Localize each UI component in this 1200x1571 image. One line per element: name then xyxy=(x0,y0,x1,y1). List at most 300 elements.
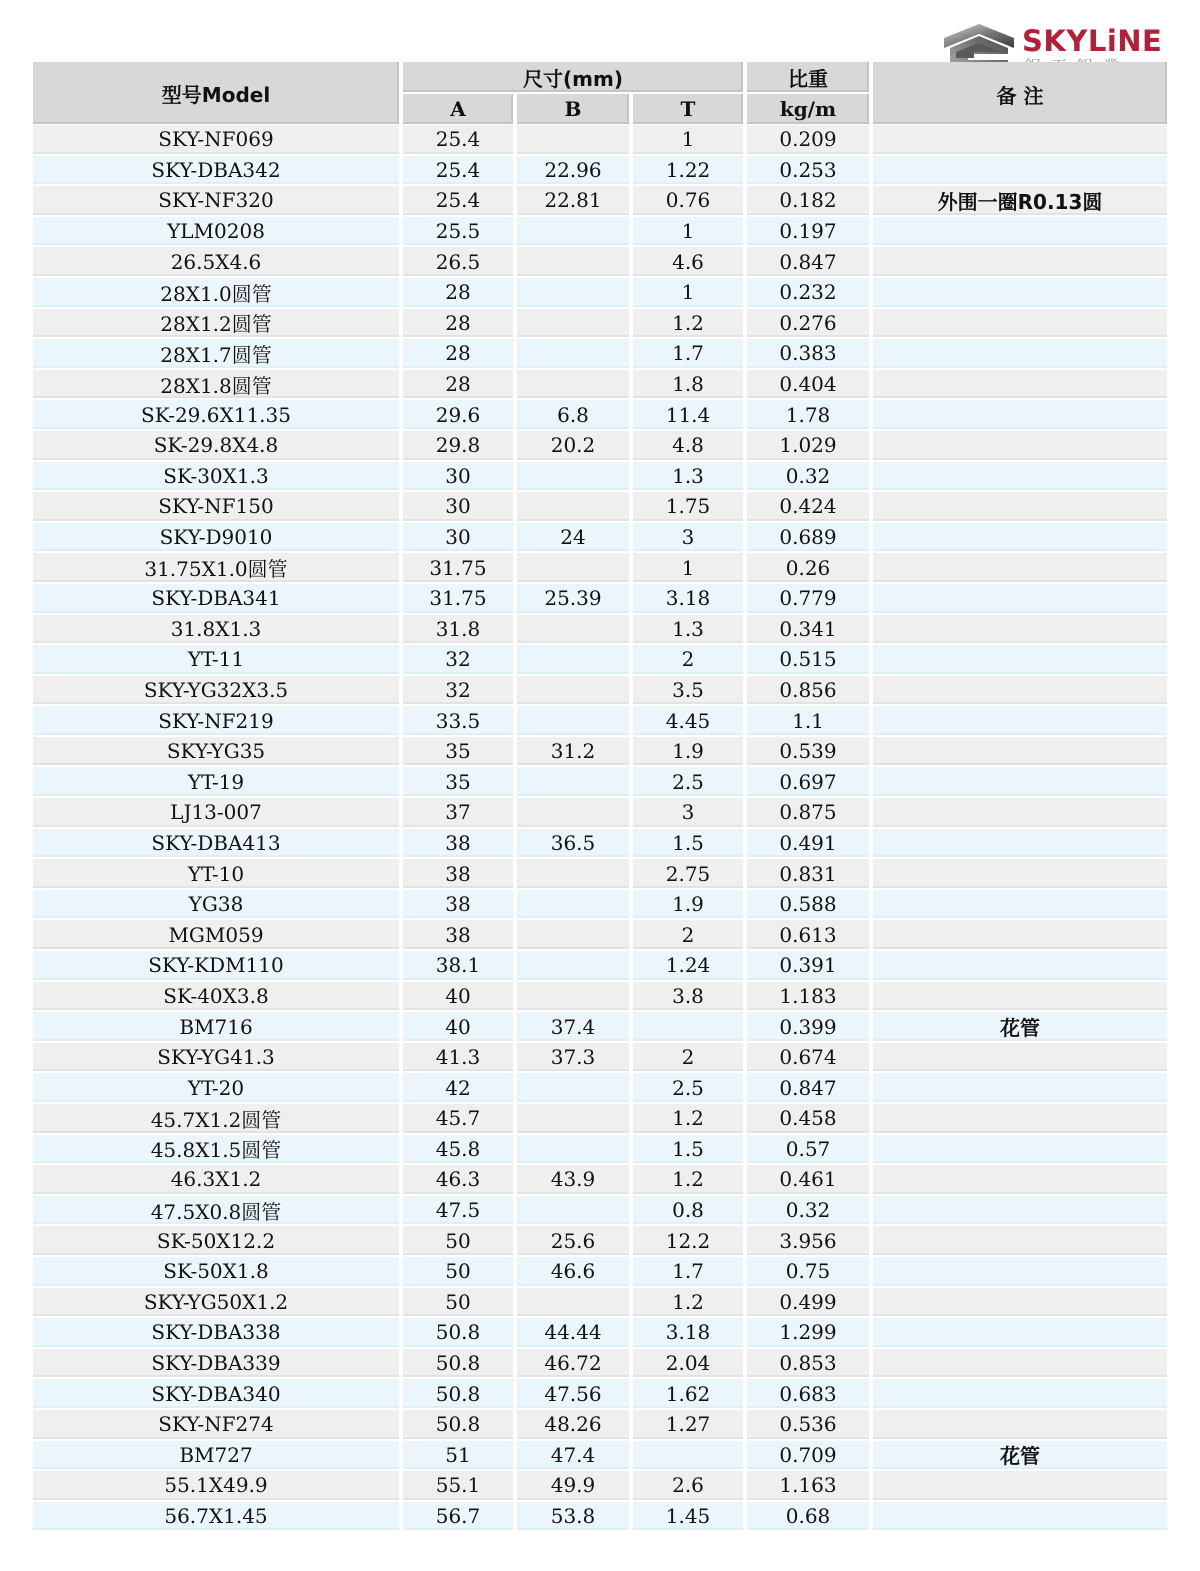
cell-t: 3.18 xyxy=(633,584,743,613)
cell-note: 花管 xyxy=(873,1441,1167,1470)
table-row xyxy=(33,338,1167,369)
cell-t: 2.5 xyxy=(633,767,743,796)
cell-a: 29.6 xyxy=(403,400,513,429)
cell-weight: 1.183 xyxy=(747,982,869,1011)
table-row xyxy=(33,1287,1167,1318)
table-row xyxy=(33,491,1167,522)
cell-weight: 0.253 xyxy=(747,156,869,185)
cell-model: 45.8X1.5圆管 xyxy=(33,1135,399,1164)
cell-weight: 0.856 xyxy=(747,676,869,705)
header-model-label: 型号Model xyxy=(161,82,271,107)
cell-note xyxy=(873,1288,1167,1317)
cell-t: 4.45 xyxy=(633,706,743,735)
cell-t: 1.9 xyxy=(633,890,743,919)
cell-b: 25.39 xyxy=(517,584,629,613)
cell-t: 1.2 xyxy=(633,1288,743,1317)
cell-a: 38.1 xyxy=(403,951,513,980)
header-dimensions xyxy=(403,62,743,92)
table-row xyxy=(33,522,1167,553)
table-row xyxy=(33,216,1167,247)
cell-t: 1.45 xyxy=(633,1502,743,1531)
cell-weight: 0.383 xyxy=(747,339,869,368)
cell-note xyxy=(873,492,1167,521)
header-a xyxy=(403,94,513,124)
cell-b xyxy=(517,1135,629,1164)
cell-model: 26.5X4.6 xyxy=(33,247,399,276)
cell-weight: 0.32 xyxy=(747,462,869,491)
cell-model: SKY-NF320 xyxy=(33,186,399,215)
cell-weight: 0.697 xyxy=(747,767,869,796)
cell-weight: 0.68 xyxy=(747,1502,869,1531)
cell-model: SKY-YG32X3.5 xyxy=(33,676,399,705)
cell-note xyxy=(873,1165,1167,1194)
cell-weight: 0.847 xyxy=(747,1073,869,1102)
cell-b xyxy=(517,1073,629,1102)
cell-model: SK-29.8X4.8 xyxy=(33,431,399,460)
cell-b xyxy=(517,370,629,399)
cell-t: 1 xyxy=(633,125,743,154)
cell-a: 50.8 xyxy=(403,1379,513,1408)
table-header xyxy=(33,62,1167,124)
table-row xyxy=(33,950,1167,981)
cell-note xyxy=(873,309,1167,338)
table-row xyxy=(33,1195,1167,1226)
cell-a: 38 xyxy=(403,829,513,858)
cell-model: SK-30X1.3 xyxy=(33,462,399,491)
table-row xyxy=(33,736,1167,767)
cell-a: 31.75 xyxy=(403,584,513,613)
table-row xyxy=(33,858,1167,889)
cell-t: 1.3 xyxy=(633,615,743,644)
cell-note xyxy=(873,1073,1167,1102)
table-row xyxy=(33,552,1167,583)
cell-model: SK-40X3.8 xyxy=(33,982,399,1011)
cell-model: SKY-DBA341 xyxy=(33,584,399,613)
table-row xyxy=(33,981,1167,1012)
cell-note xyxy=(873,798,1167,827)
cell-t: 4.8 xyxy=(633,431,743,460)
cell-weight: 0.689 xyxy=(747,523,869,552)
cell-t: 1.7 xyxy=(633,1257,743,1286)
cell-b xyxy=(517,615,629,644)
cell-t: 1.2 xyxy=(633,1104,743,1133)
table-row xyxy=(33,1440,1167,1471)
cell-model: YT-19 xyxy=(33,767,399,796)
cell-t: 0.76 xyxy=(633,186,743,215)
cell-t: 1.8 xyxy=(633,370,743,399)
cell-t: 1.27 xyxy=(633,1410,743,1439)
cell-b: 22.96 xyxy=(517,156,629,185)
cell-note xyxy=(873,1410,1167,1439)
cell-model: SKY-YG41.3 xyxy=(33,1043,399,1072)
cell-model: YT-20 xyxy=(33,1073,399,1102)
table-row xyxy=(33,1348,1167,1379)
cell-t: 3.8 xyxy=(633,982,743,1011)
cell-t xyxy=(633,1441,743,1470)
cell-a: 28 xyxy=(403,370,513,399)
cell-model: 55.1X49.9 xyxy=(33,1471,399,1500)
cell-note xyxy=(873,1349,1167,1378)
cell-a: 50.8 xyxy=(403,1318,513,1347)
cell-model: 28X1.7圆管 xyxy=(33,339,399,368)
cell-b xyxy=(517,1196,629,1225)
cell-note: 花管 xyxy=(873,1012,1167,1041)
cell-model: SKY-DBA338 xyxy=(33,1318,399,1347)
cell-note xyxy=(873,584,1167,613)
cell-note xyxy=(873,645,1167,674)
cell-note xyxy=(873,829,1167,858)
cell-weight: 0.491 xyxy=(747,829,869,858)
cell-b xyxy=(517,462,629,491)
cell-a: 30 xyxy=(403,492,513,521)
cell-a: 42 xyxy=(403,1073,513,1102)
cell-note: 外围一圈R0.13圆 xyxy=(873,186,1167,215)
cell-b: 37.4 xyxy=(517,1012,629,1041)
cell-weight: 0.399 xyxy=(747,1012,869,1041)
cell-model: 31.8X1.3 xyxy=(33,615,399,644)
cell-a: 45.7 xyxy=(403,1104,513,1133)
cell-model: SK-50X1.8 xyxy=(33,1257,399,1286)
cell-model: SKY-KDM110 xyxy=(33,951,399,980)
cell-note xyxy=(873,400,1167,429)
cell-model: SKY-NF069 xyxy=(33,125,399,154)
cell-b xyxy=(517,1104,629,1133)
cell-weight: 0.75 xyxy=(747,1257,869,1286)
table-row xyxy=(33,430,1167,461)
cell-a: 28 xyxy=(403,309,513,338)
cell-note xyxy=(873,676,1167,705)
cell-t: 3.18 xyxy=(633,1318,743,1347)
cell-b xyxy=(517,676,629,705)
table-row xyxy=(33,185,1167,216)
cell-t: 4.6 xyxy=(633,247,743,276)
cell-weight: 0.674 xyxy=(747,1043,869,1072)
cell-weight: 0.847 xyxy=(747,247,869,276)
table-row xyxy=(33,308,1167,339)
cell-model: MGM059 xyxy=(33,920,399,949)
cell-b: 43.9 xyxy=(517,1165,629,1194)
cell-weight: 0.209 xyxy=(747,125,869,154)
cell-model: YG38 xyxy=(33,890,399,919)
cell-weight: 0.276 xyxy=(747,309,869,338)
cell-b: 46.6 xyxy=(517,1257,629,1286)
cell-a: 55.1 xyxy=(403,1471,513,1500)
cell-t xyxy=(633,1012,743,1041)
table-row xyxy=(33,1317,1167,1348)
cell-note xyxy=(873,278,1167,307)
cell-note xyxy=(873,1104,1167,1133)
cell-note xyxy=(873,706,1167,735)
cell-t: 1.62 xyxy=(633,1379,743,1408)
cell-weight: 0.404 xyxy=(747,370,869,399)
cell-t: 1.2 xyxy=(633,1165,743,1194)
cell-b xyxy=(517,553,629,582)
cell-t: 2.6 xyxy=(633,1471,743,1500)
cell-a: 38 xyxy=(403,920,513,949)
cell-b xyxy=(517,492,629,521)
cell-a: 40 xyxy=(403,982,513,1011)
header-t xyxy=(633,94,743,124)
cell-b xyxy=(517,125,629,154)
cell-t: 2 xyxy=(633,920,743,949)
header-weight-unit-label: kg/m xyxy=(779,97,837,121)
cell-model: SKY-NF150 xyxy=(33,492,399,521)
cell-a: 28 xyxy=(403,278,513,307)
header-note-label: 备 注 xyxy=(996,83,1044,108)
cell-model: BM716 xyxy=(33,1012,399,1041)
cell-note xyxy=(873,462,1167,491)
cell-t: 1.3 xyxy=(633,462,743,491)
cell-a: 25.4 xyxy=(403,125,513,154)
cell-model: 28X1.0圆管 xyxy=(33,278,399,307)
cell-a: 40 xyxy=(403,1012,513,1041)
cell-a: 50 xyxy=(403,1288,513,1317)
cell-weight: 0.683 xyxy=(747,1379,869,1408)
table-row xyxy=(33,1011,1167,1042)
cell-weight: 0.539 xyxy=(747,737,869,766)
table-row xyxy=(33,369,1167,400)
cell-t: 1.22 xyxy=(633,156,743,185)
cell-t: 2.04 xyxy=(633,1349,743,1378)
cell-weight: 0.32 xyxy=(747,1196,869,1225)
cell-b xyxy=(517,859,629,888)
cell-a: 29.8 xyxy=(403,431,513,460)
cell-t: 2.75 xyxy=(633,859,743,888)
cell-a: 50.8 xyxy=(403,1349,513,1378)
cell-model: SK-29.6X11.35 xyxy=(33,400,399,429)
cell-t: 3.5 xyxy=(633,676,743,705)
table-row xyxy=(33,246,1167,277)
cell-weight: 0.779 xyxy=(747,584,869,613)
cell-weight: 0.709 xyxy=(747,1441,869,1470)
cell-model: 45.7X1.2圆管 xyxy=(33,1104,399,1133)
cell-t: 1.75 xyxy=(633,492,743,521)
cell-note xyxy=(873,767,1167,796)
cell-t: 1.2 xyxy=(633,309,743,338)
cell-note xyxy=(873,951,1167,980)
header-weight xyxy=(747,62,869,92)
cell-a: 30 xyxy=(403,462,513,491)
logo-brand-text: SKYLiNE xyxy=(1022,24,1163,58)
cell-b: 37.3 xyxy=(517,1043,629,1072)
cell-b: 49.9 xyxy=(517,1471,629,1500)
cell-b: 48.26 xyxy=(517,1410,629,1439)
cell-note xyxy=(873,1196,1167,1225)
table-row xyxy=(33,277,1167,308)
cell-weight: 0.853 xyxy=(747,1349,869,1378)
cell-weight: 0.588 xyxy=(747,890,869,919)
header-model xyxy=(33,62,399,124)
cell-b: 47.4 xyxy=(517,1441,629,1470)
cell-b xyxy=(517,798,629,827)
cell-note xyxy=(873,1502,1167,1531)
cell-model: SKY-NF274 xyxy=(33,1410,399,1439)
cell-note xyxy=(873,1043,1167,1072)
cell-b: 53.8 xyxy=(517,1502,629,1531)
cell-note xyxy=(873,737,1167,766)
cell-b: 31.2 xyxy=(517,737,629,766)
cell-note xyxy=(873,125,1167,154)
cell-t: 1.7 xyxy=(633,339,743,368)
cell-a: 50 xyxy=(403,1226,513,1255)
cell-a: 25.4 xyxy=(403,156,513,185)
cell-t: 12.2 xyxy=(633,1226,743,1255)
cell-b xyxy=(517,278,629,307)
cell-model: YLM0208 xyxy=(33,217,399,246)
table-row xyxy=(33,399,1167,430)
cell-b xyxy=(517,217,629,246)
cell-t: 1.9 xyxy=(633,737,743,766)
table-row xyxy=(33,1103,1167,1134)
cell-a: 25.5 xyxy=(403,217,513,246)
cell-a: 31.8 xyxy=(403,615,513,644)
table-row xyxy=(33,1256,1167,1287)
cell-model: YT-11 xyxy=(33,645,399,674)
header-a-label: A xyxy=(450,97,466,121)
table-row xyxy=(33,919,1167,950)
cell-model: YT-10 xyxy=(33,859,399,888)
cell-model: 47.5X0.8圆管 xyxy=(33,1196,399,1225)
table-body xyxy=(33,124,1167,1531)
cell-weight: 0.515 xyxy=(747,645,869,674)
header-b-label: B xyxy=(564,97,582,121)
table-row xyxy=(33,1409,1167,1440)
cell-a: 32 xyxy=(403,645,513,674)
cell-weight: 0.391 xyxy=(747,951,869,980)
table-row xyxy=(33,583,1167,614)
cell-note xyxy=(873,431,1167,460)
cell-b: 46.72 xyxy=(517,1349,629,1378)
cell-b: 24 xyxy=(517,523,629,552)
cell-weight: 3.956 xyxy=(747,1226,869,1255)
cell-weight: 0.232 xyxy=(747,278,869,307)
cell-t: 2 xyxy=(633,1043,743,1072)
cell-t: 2.5 xyxy=(633,1073,743,1102)
cell-b xyxy=(517,982,629,1011)
cell-a: 26.5 xyxy=(403,247,513,276)
cell-a: 31.75 xyxy=(403,553,513,582)
cell-a: 37 xyxy=(403,798,513,827)
table-row xyxy=(33,828,1167,859)
cell-model: BM727 xyxy=(33,1441,399,1470)
cell-t: 1 xyxy=(633,278,743,307)
table-row xyxy=(33,1501,1167,1532)
table-row xyxy=(33,1164,1167,1195)
cell-b: 20.2 xyxy=(517,431,629,460)
cell-a: 47.5 xyxy=(403,1196,513,1225)
cell-b xyxy=(517,309,629,338)
cell-b xyxy=(517,706,629,735)
cell-note xyxy=(873,247,1167,276)
cell-t: 1.24 xyxy=(633,951,743,980)
cell-note xyxy=(873,1226,1167,1255)
cell-a: 30 xyxy=(403,523,513,552)
cell-weight: 0.197 xyxy=(747,217,869,246)
table-row xyxy=(33,705,1167,736)
cell-weight: 0.182 xyxy=(747,186,869,215)
cell-a: 38 xyxy=(403,859,513,888)
table-row xyxy=(33,1378,1167,1409)
cell-b: 22.81 xyxy=(517,186,629,215)
cell-weight: 0.613 xyxy=(747,920,869,949)
header-weight-unit xyxy=(747,94,869,124)
cell-note xyxy=(873,1135,1167,1164)
cell-a: 51 xyxy=(403,1441,513,1470)
cell-weight: 0.57 xyxy=(747,1135,869,1164)
table-row xyxy=(33,1225,1167,1256)
cell-b xyxy=(517,247,629,276)
header-note xyxy=(873,62,1167,124)
cell-t: 1.5 xyxy=(633,1135,743,1164)
cell-model: SKY-DBA413 xyxy=(33,829,399,858)
cell-a: 35 xyxy=(403,737,513,766)
cell-b: 47.56 xyxy=(517,1379,629,1408)
cell-model: SKY-DBA339 xyxy=(33,1349,399,1378)
table-row xyxy=(33,1470,1167,1501)
cell-weight: 1.1 xyxy=(747,706,869,735)
cell-model: 56.7X1.45 xyxy=(33,1502,399,1531)
cell-weight: 1.299 xyxy=(747,1318,869,1347)
cell-t: 1.5 xyxy=(633,829,743,858)
cell-weight: 0.341 xyxy=(747,615,869,644)
cell-b xyxy=(517,951,629,980)
cell-model: 31.75X1.0圆管 xyxy=(33,553,399,582)
cell-note xyxy=(873,370,1167,399)
cell-note xyxy=(873,1257,1167,1286)
cell-model: LJ13-007 xyxy=(33,798,399,827)
cell-weight: 1.029 xyxy=(747,431,869,460)
cell-a: 32 xyxy=(403,676,513,705)
cell-model: 28X1.2圆管 xyxy=(33,309,399,338)
cell-b xyxy=(517,1288,629,1317)
cell-a: 28 xyxy=(403,339,513,368)
table-row xyxy=(33,1042,1167,1073)
cell-weight: 1.78 xyxy=(747,400,869,429)
table-row xyxy=(33,1134,1167,1165)
cell-weight: 0.26 xyxy=(747,553,869,582)
cell-a: 46.3 xyxy=(403,1165,513,1194)
cell-a: 50.8 xyxy=(403,1410,513,1439)
table-row xyxy=(33,155,1167,186)
cell-a: 35 xyxy=(403,767,513,796)
cell-a: 50 xyxy=(403,1257,513,1286)
cell-note xyxy=(873,1379,1167,1408)
cell-note xyxy=(873,615,1167,644)
cell-model: SKY-DBA340 xyxy=(33,1379,399,1408)
cell-t: 1 xyxy=(633,553,743,582)
cell-note xyxy=(873,890,1167,919)
cell-b: 36.5 xyxy=(517,829,629,858)
cell-weight: 0.458 xyxy=(747,1104,869,1133)
cell-a: 38 xyxy=(403,890,513,919)
cell-weight: 0.536 xyxy=(747,1410,869,1439)
cell-model: SKY-D9010 xyxy=(33,523,399,552)
table-row xyxy=(33,1072,1167,1103)
cell-weight: 0.831 xyxy=(747,859,869,888)
cell-note xyxy=(873,1471,1167,1500)
header-t-label: T xyxy=(680,97,696,121)
table-row xyxy=(33,461,1167,492)
cell-weight: 0.499 xyxy=(747,1288,869,1317)
cell-b xyxy=(517,645,629,674)
cell-t: 1 xyxy=(633,217,743,246)
cell-model: SKY-NF219 xyxy=(33,706,399,735)
table-row xyxy=(33,797,1167,828)
cell-note xyxy=(873,553,1167,582)
cell-b xyxy=(517,920,629,949)
cell-note xyxy=(873,156,1167,185)
table-row xyxy=(33,889,1167,920)
